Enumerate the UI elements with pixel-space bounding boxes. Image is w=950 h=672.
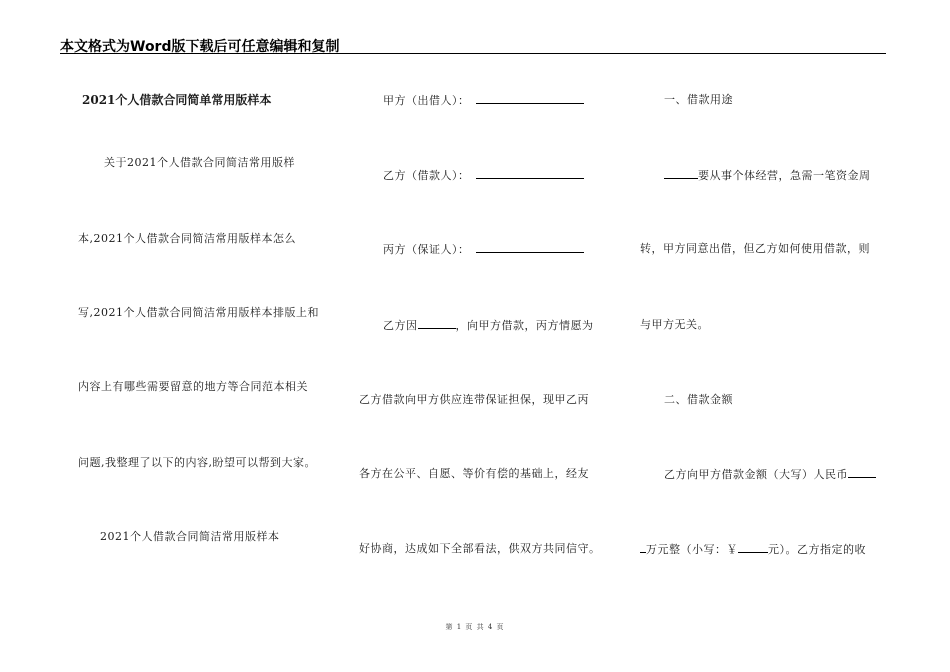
party-c-label: 丙方（保证人）： (383, 243, 470, 256)
col2-line-4 (383, 318, 594, 333)
col2-line-7: 好协商，达成如下全部看法，供双方共同信守。 (359, 542, 601, 555)
col2-line-5: 乙方借款向甲方供应连带保证担保，现甲乙丙 (359, 393, 589, 406)
page-number-footer: 第 1 页 共 4 页 (445, 623, 505, 631)
amount-words-blank (848, 467, 876, 478)
party-a-field (383, 93, 584, 108)
col1-line-1: 关于2021个人借款合同简洁常用版样 (104, 156, 295, 169)
col1-line-4: 内容上有哪些需要留意的地方等合同范本相关 (78, 380, 308, 393)
col1-line-5: 问题,我整理了以下的内容,盼望可以帮到大家。 (78, 456, 316, 469)
col3-line-2 (664, 168, 871, 183)
col3-line-7-post: 元）。乙方指定的收 (768, 543, 866, 556)
party-c-field (383, 242, 584, 257)
reason-blank (418, 318, 456, 329)
col2-line-4-pre: 乙方因 (383, 319, 418, 332)
col3-line-7-pre: 万元整（小写：￥ (646, 543, 738, 556)
col3-line-7 (640, 542, 866, 557)
col3-line-6 (664, 467, 876, 482)
col3-line-3: 转，甲方同意出借，但乙方如何使用借款，则 (640, 242, 870, 255)
page-header: 本文格式为Word版下载后可任意编辑和复制 (60, 39, 340, 55)
section-heading-purpose: 一、借款用途 (664, 93, 733, 106)
party-b-label: 乙方（借款人）： (383, 169, 470, 182)
party-a-label: 甲方（出借人）： (383, 94, 470, 107)
col2-line-6: 各方在公平、自愿、等价有偿的基础上，经友 (359, 467, 589, 480)
document-title: 2021个人借款合同简单常用版样本 (82, 93, 272, 107)
party-c-blank (476, 242, 584, 253)
amount-number-blank (738, 542, 768, 553)
col3-line-4: 与甲方无关。 (640, 318, 709, 331)
col1-line-6: 2021个人借款合同简洁常用版样本 (100, 530, 280, 543)
section-heading-amount: 二、借款金额 (664, 393, 733, 406)
party-a-blank (476, 93, 584, 104)
party-b-field (383, 168, 584, 183)
col1-line-3: 写,2021个人借款合同简洁常用版样本排版上和 (78, 306, 319, 319)
header-divider (60, 53, 886, 54)
col2-line-4-post: ，向甲方借款，丙方情愿为 (455, 319, 594, 332)
party-b-blank (476, 168, 584, 179)
col3-line-2-post: 要从事个体经营，急需一笔资金周 (698, 169, 871, 182)
borrower-blank (664, 168, 698, 179)
col1-line-2: 本,2021个人借款合同简洁常用版样本怎么 (78, 232, 296, 245)
col3-line-6-text: 乙方向甲方借款金额（大写）人民币 (664, 468, 848, 481)
